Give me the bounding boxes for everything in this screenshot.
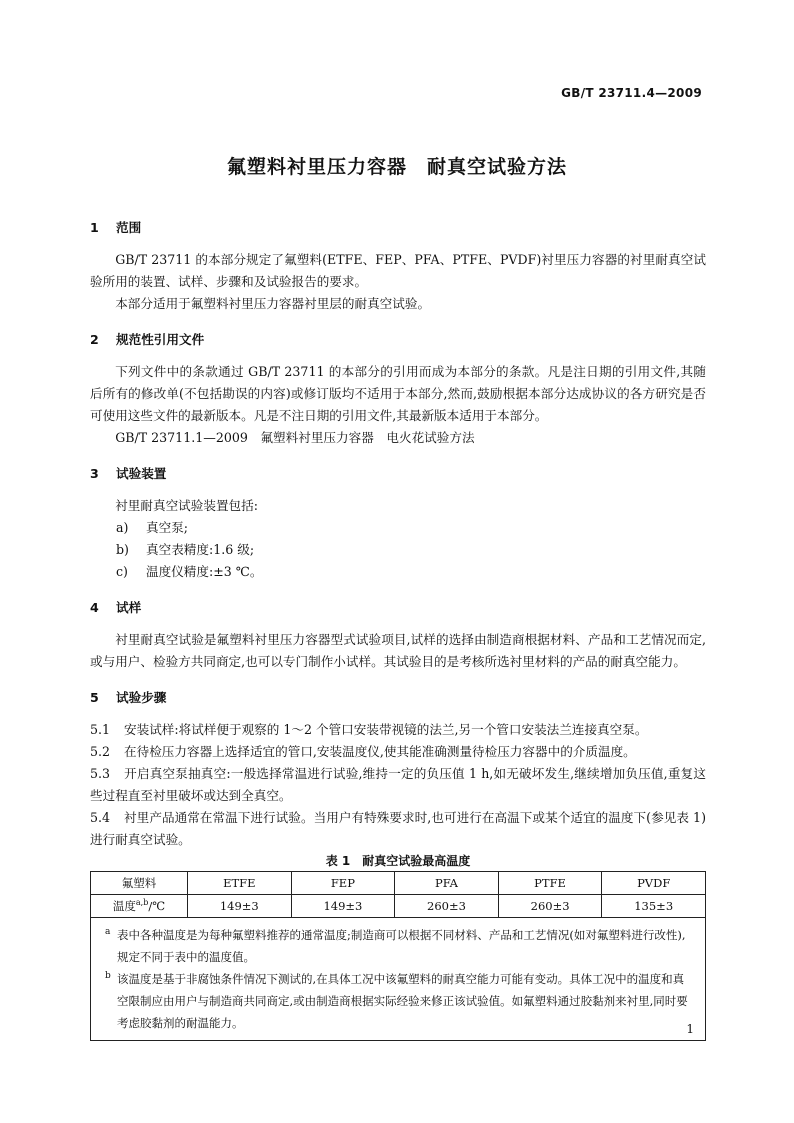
step-item — [90, 763, 706, 807]
paragraph: 衬里耐真空试验是氟塑料衬里压力容器型式试验项目,试样的选择由制造商根据材料、产品和工艺情况而定,或与用户、检验方共同商定,也可以专门制作小试样。其试验目的是考核所选衬里材料的产品的耐真空能力。 — [90, 632, 706, 669]
step-number: 5.3 — [90, 766, 111, 781]
list-text: 真空表精度:1.6 级; — [146, 542, 255, 557]
table-cell: 149±3 — [188, 895, 292, 918]
step-number: 5.2 — [90, 744, 111, 759]
section-title: 试样 — [116, 600, 142, 615]
step-item — [90, 741, 706, 763]
table-cell: PVDF — [602, 872, 706, 895]
footnote-text: 表中各种温度是为每种氟塑料推荐的通常温度;制造商可以根据不同材料、产品和工艺情况(如对氟塑料进行改性),规定不同于表中的温度值。 — [117, 928, 686, 964]
table-cell: PTFE — [498, 872, 602, 895]
temperature-table — [90, 871, 706, 1041]
table-footnotes — [91, 918, 706, 1041]
table-cell: PFA — [395, 872, 499, 895]
section-title: 规范性引用文件 — [116, 332, 205, 347]
table-cell: 260±3 — [498, 895, 602, 918]
step-text: 安装试样:将试样便于观察的 1～2 个管口安装带视镜的法兰,另一个管口安装法兰连接真空泵。 — [124, 722, 648, 737]
list-label: b) — [116, 542, 129, 557]
document-title: 氟塑料衬里压力容器 耐真空试验方法 — [226, 156, 567, 178]
list-item — [90, 517, 706, 539]
table-row — [91, 872, 706, 895]
section-number: 5 — [90, 690, 99, 705]
table-caption: 表 1 耐真空试验最高温度 — [325, 854, 471, 868]
table-cell: 135±3 — [602, 895, 706, 918]
document-body — [90, 217, 706, 1041]
list-text: 真空泵; — [146, 520, 189, 535]
table-header-cell — [91, 895, 188, 918]
section-number: 2 — [90, 332, 99, 347]
paragraph: 本部分适用于氟塑料衬里压力容器衬里层的耐真空试验。 — [115, 296, 431, 311]
section-3-heading — [90, 463, 706, 485]
section-number: 3 — [90, 466, 99, 481]
footnote-a — [105, 924, 695, 968]
section-title: 试验装置 — [116, 466, 167, 481]
step-item — [90, 807, 706, 851]
footnote-b — [105, 968, 695, 1034]
step-number: 5.1 — [90, 722, 111, 737]
list-label: c) — [116, 564, 128, 579]
section-5-heading — [90, 687, 706, 709]
paragraph: 下列文件中的条款通过 GB/T 23711 的本部分的引用而成为本部分的条款。凡是注日期的引用文件,其随后所有的修改单(不包括勘误的内容)或修订版均不适用于本部分,然而,鼓励根据本部分达成协议的各方研究是否可使用这些文件的最新版本。凡是不注日期的引用文件,其最新版本适用于本部分。 — [90, 364, 706, 423]
table-cell: ETFE — [188, 872, 292, 895]
table-cell: FEP — [291, 872, 395, 895]
standard-code: GB/T 23711.4—2009 — [561, 86, 702, 100]
step-number: 5.4 — [90, 810, 111, 825]
step-item — [90, 719, 706, 741]
table-header-cell: 氟塑料 — [91, 872, 188, 895]
footnote-marks: a,b — [135, 898, 149, 908]
table-cell: 260±3 — [395, 895, 499, 918]
footnote-text: 该温度是基于非腐蚀条件情况下测试的,在具体工况中该氟塑料的耐真空能力可能有变动。具体工况中的温度和真空限制应由用户与制造商共同商定,或由制造商根据实际经验来修正该试验值。如氟塑料通过胶黏剂来衬里,同时要考虑胶黏剂的耐温能力。 — [117, 972, 688, 1030]
unit-label: /℃ — [148, 899, 166, 913]
section-title: 试验步骤 — [116, 690, 167, 705]
step-text: 衬里产品通常在常温下进行试验。当用户有特殊要求时,也可进行在高温下或某个适宜的温度下(参见表 1)进行耐真空试验。 — [90, 810, 706, 847]
step-text: 在待检压力容器上选择适宜的管口,安装温度仪,使其能准确测量待检压力容器中的介质温度。 — [124, 744, 636, 759]
section-title: 范围 — [116, 220, 142, 235]
reference-item: GB/T 23711.1—2009 氟塑料衬里压力容器 电火花试验方法 — [115, 430, 475, 445]
section-number: 1 — [90, 220, 99, 235]
paragraph: 衬里耐真空试验装置包括: — [115, 498, 258, 513]
footnote-mark: b — [105, 971, 111, 981]
section-2-heading — [90, 329, 706, 351]
paragraph: GB/T 23711 的本部分规定了氟塑料(ETFE、FEP、PFA、PTFE、PVDF)衬里压力容器的衬里耐真空试验所用的装置、试样、步骤和及试验报告的要求。 — [90, 252, 706, 289]
list-text: 温度仪精度:±3 ℃。 — [146, 564, 263, 579]
list-item — [90, 561, 706, 583]
section-number: 4 — [90, 600, 99, 615]
step-text: 开启真空泵抽真空:一般选择常温进行试验,维持一定的负压值 1 h,如无破坏发生,继续增加负压值,重复这些过程直至衬里破坏或达到全真空。 — [90, 766, 706, 803]
table-footnote-row — [91, 918, 706, 1041]
list-label: a) — [116, 520, 129, 535]
section-1-heading — [90, 217, 706, 239]
table-row — [91, 895, 706, 918]
list-item — [90, 539, 706, 561]
page-number: 1 — [686, 1022, 694, 1036]
table-cell: 149±3 — [291, 895, 395, 918]
temperature-label: 温度 — [112, 899, 136, 913]
section-4-heading — [90, 597, 706, 619]
footnote-mark: a — [105, 927, 111, 937]
